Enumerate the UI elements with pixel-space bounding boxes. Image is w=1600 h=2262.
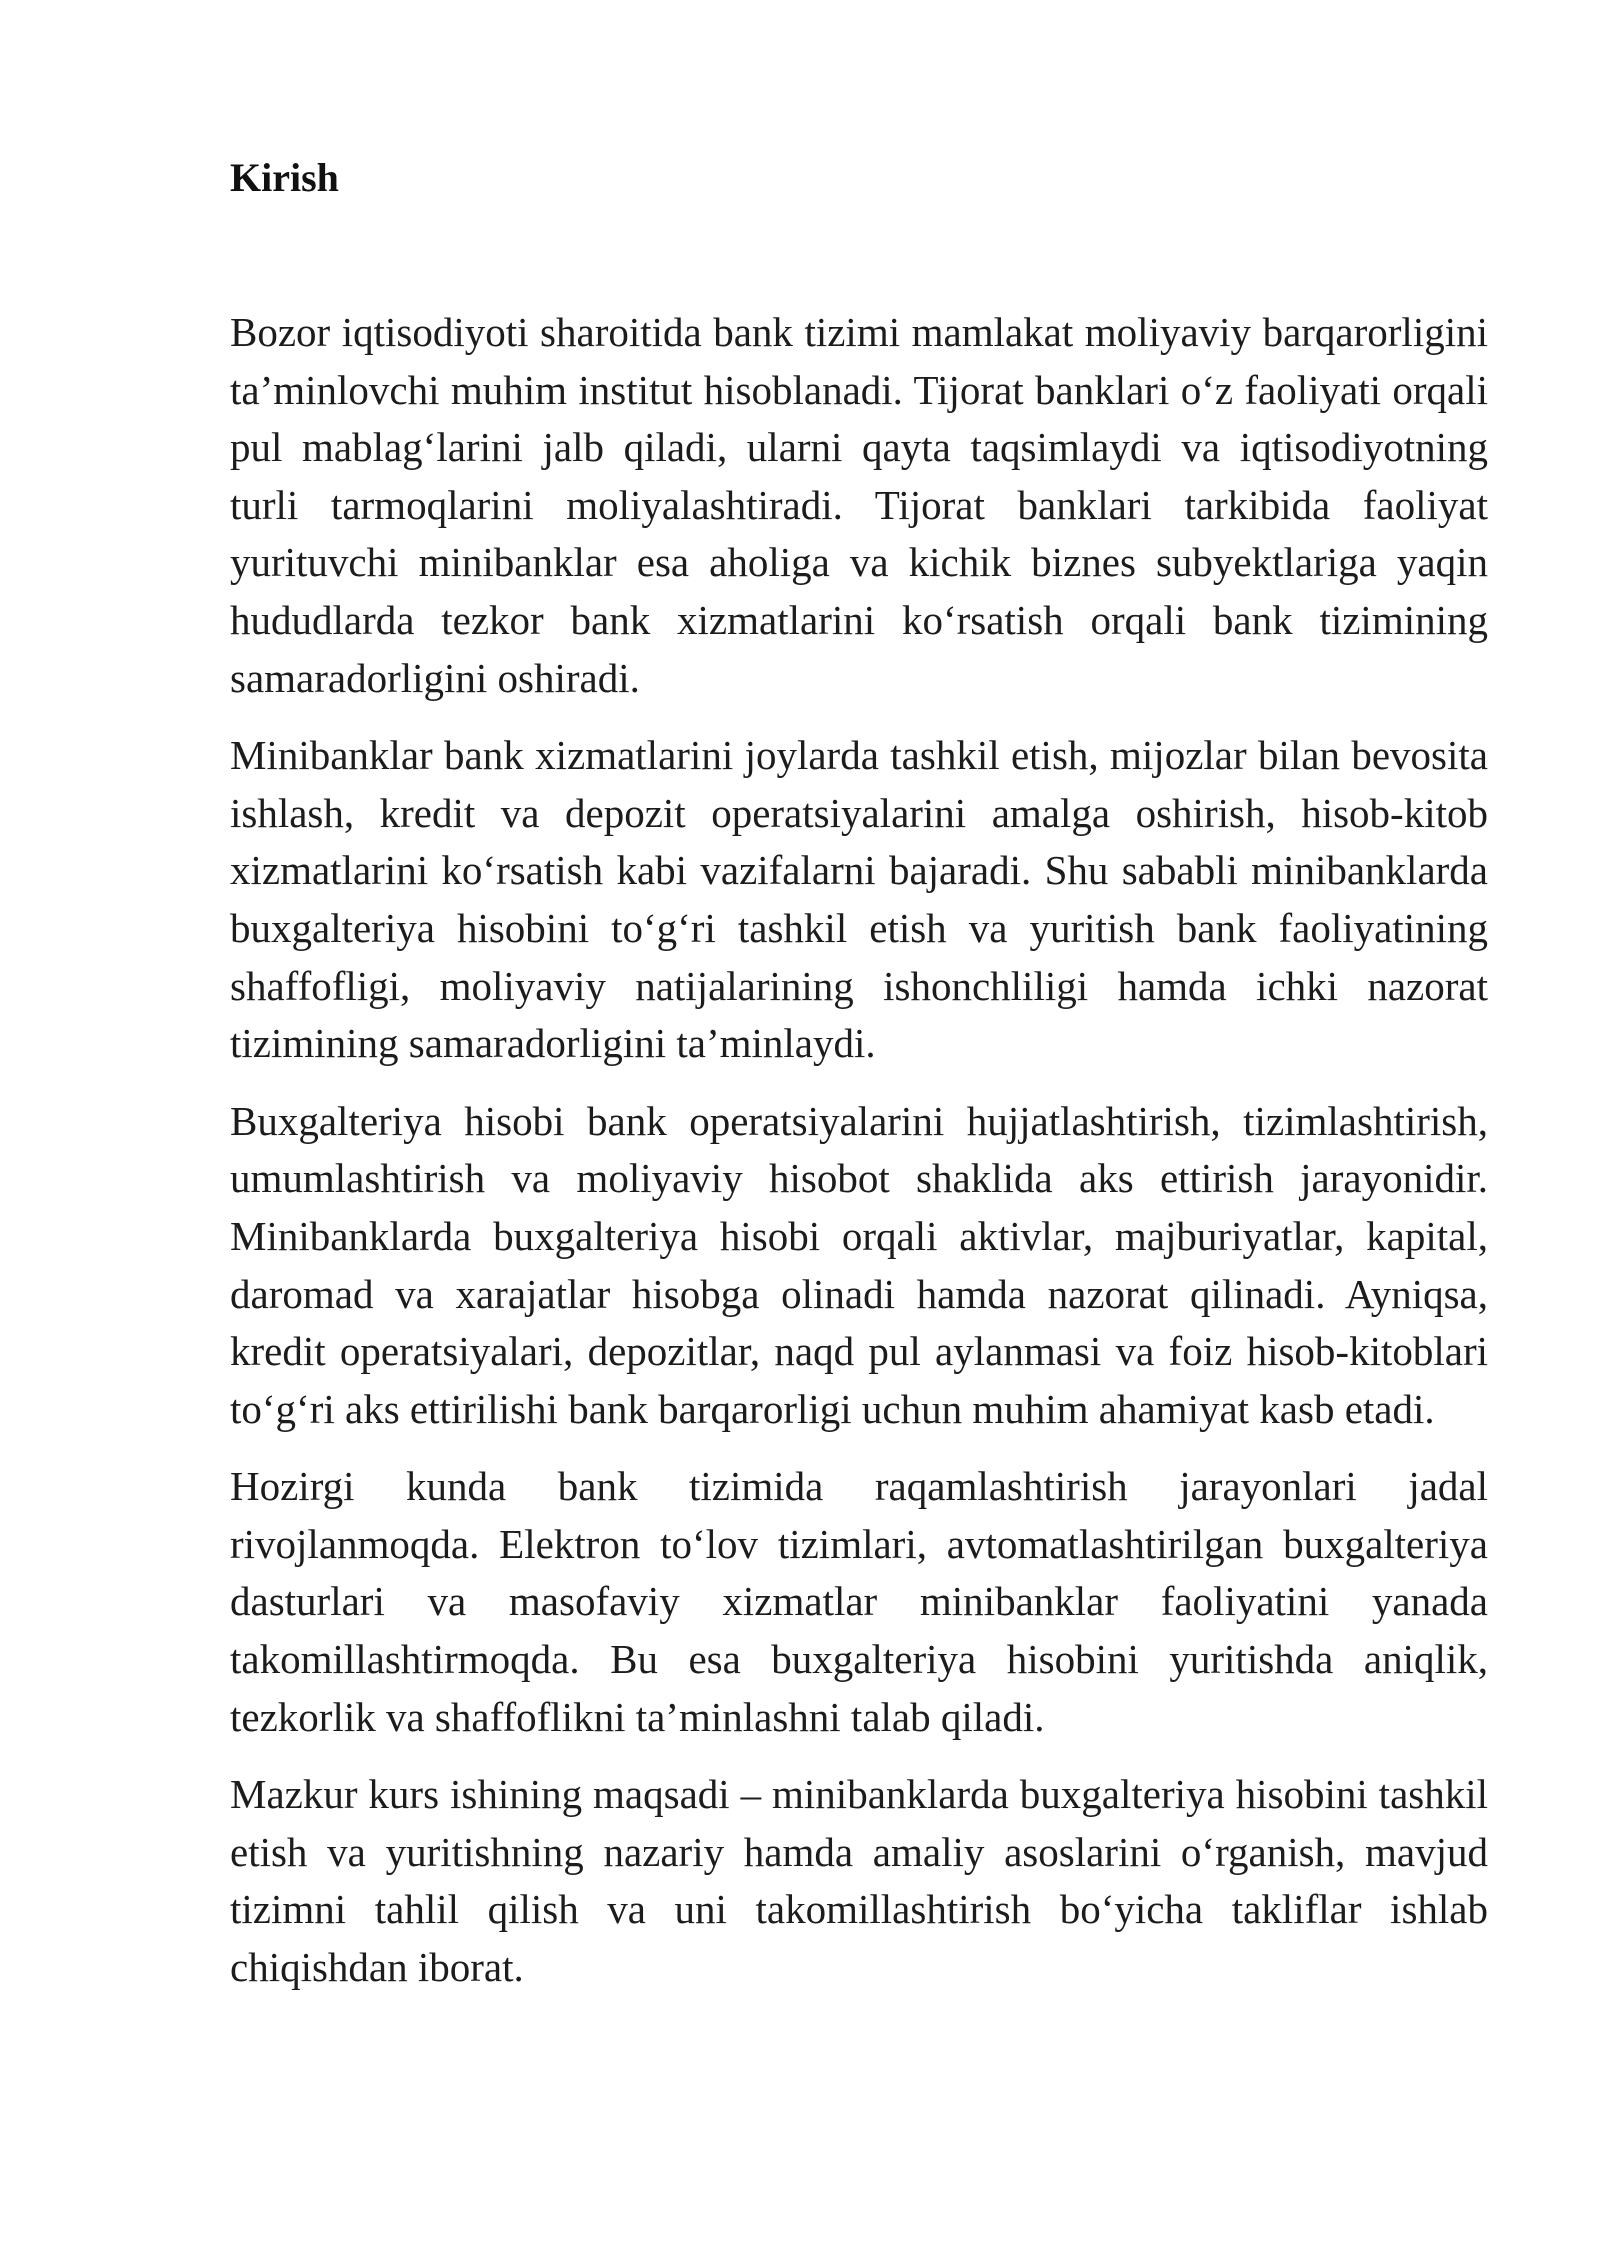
paragraph-2: Minibanklar bank xizmatlarini joylarda tashkil etish, mijozlar bilan bevosita ishlash, kredit va depozit operatsiyalarini amalga oshirish, hisob-kitob xizmatlarini ko‘rsatish kabi vazifalarni bajaradi. Shu sababli minibanklarda buxgalteriya hisobini to‘g‘ri tashkil etish va yuritish bank faoliyatining shaffofligi, moliyaviy natijalarining ishonchliligi hamda ichki nazorat tizimining samaradorligini ta’minlaydi. [230, 732, 1488, 1067]
document-page [230, 150, 1488, 2017]
paragraph-1: Bozor iqtisodiyoti sharoitida bank tizimi mamlakat moliyaviy barqarorligini ta’minlovchi muhim institut hisoblanadi. Tijorat banklari o‘z faoliyati orqali pul mablag‘larini jalb qiladi, ularni qayta taqsimlaydi va iqtisodiyotning turli tarmoqlarini moliyalashtiradi. Tijorat banklari tarkibida faoliyat yurituvchi minibanklar esa aholiga va kichik biznes subyektlariga yaqin hududlarda tezkor bank xizmatlarini ko‘rsatish orqali bank tizimining samaradorligini oshiradi. [230, 309, 1488, 701]
paragraph-3: Buxgalteriya hisobi bank operatsiyalarini hujjatlashtirish, tizimlashtirish, umumlashtirish va moliyaviy hisobot shaklida aks ettirish jarayonidir. Minibanklarda buxgalteriya hisobi orqali aktivlar, majburiyatlar, kapital, daromad va xarajatlar hisobga olinadi hamda nazorat qilinadi. Ayniqsa, kredit operatsiyalari, depozitlar, naqd pul aylanmasi va foiz hisob-kitoblari to‘g‘ri aks ettirilishi bank barqarorligi uchun muhim ahamiyat kasb etadi. [230, 1097, 1488, 1432]
section-heading: Kirish [230, 155, 339, 200]
paragraph-4: Hozirgi kunda bank tizimida raqamlashtirish jarayonlari jadal rivojlanmoqda. Elektron to‘lov tizimlari, avtomatlashtirilgan buxgalteriya dasturlari va masofaviy xizmatlar minibanklar faoliyatini yanada takomillashtirmoqda. Bu esa buxgalteriya hisobini yuritishda aniqlik, tezkorlik va shaffoflikni ta’minlashni talab qiladi. [230, 1463, 1488, 1740]
paragraph-5: Mazkur kurs ishining maqsadi – minibanklarda buxgalteriya hisobini tashkil etish va yuritishning nazariy hamda amaliy asoslarini o‘rganish, mavjud tizimni tahlil qilish va uni takomillashtirish bo‘yicha takliflar ishlab chiqishdan iborat. [230, 1771, 1488, 1991]
